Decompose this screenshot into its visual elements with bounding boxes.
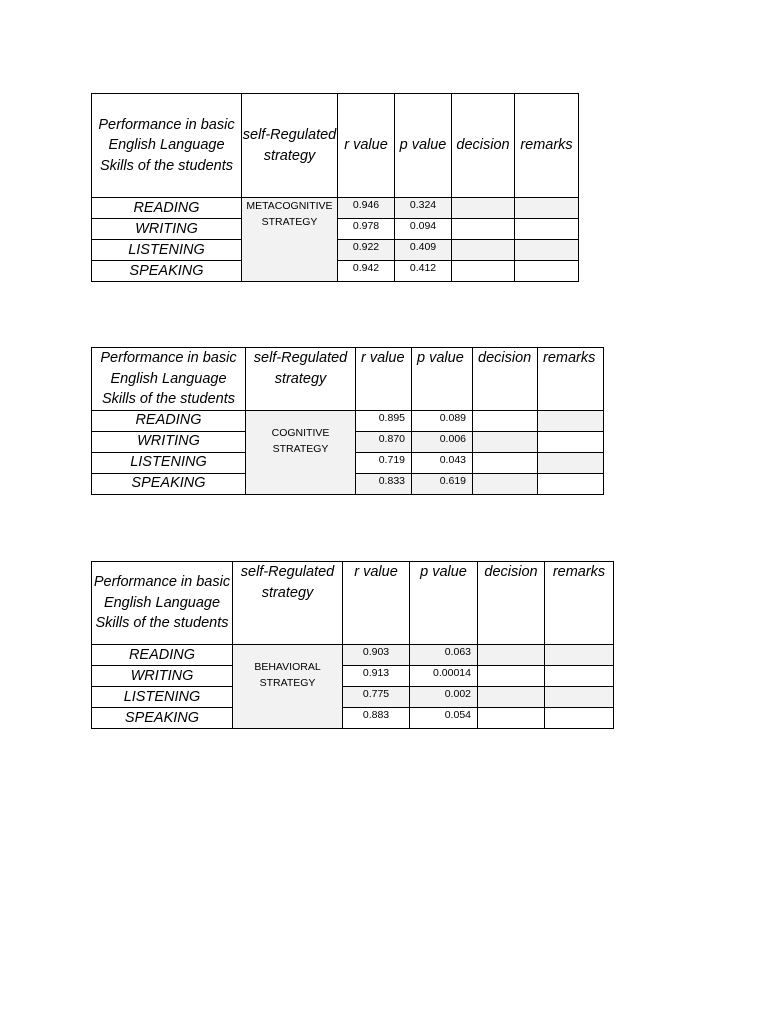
r-value-cell: 0.895 <box>356 410 412 431</box>
p-value-cell: 0.619 <box>412 473 473 494</box>
decision-cell <box>473 410 538 431</box>
r-value-cell: 0.913 <box>343 666 410 687</box>
header-strategy: self-Regulated strategy <box>246 348 356 411</box>
header-performance: Performance in basic English Language Skills of the students <box>92 562 233 645</box>
p-value-cell: 0.089 <box>412 410 473 431</box>
header-remarks: remarks <box>515 94 579 198</box>
remarks-cell <box>515 219 579 240</box>
p-value-cell: 0.006 <box>412 431 473 452</box>
decision-cell <box>452 219 515 240</box>
header-performance: Performance in basic English Language Skills of the students <box>92 348 246 411</box>
remarks-cell <box>538 473 604 494</box>
r-value-cell: 0.978 <box>338 219 395 240</box>
p-value-cell: 0.043 <box>412 452 473 473</box>
skill-cell: LISTENING <box>92 452 246 473</box>
remarks-cell <box>538 410 604 431</box>
skill-cell: READING <box>92 198 242 219</box>
p-value-cell: 0.094 <box>395 219 452 240</box>
remarks-cell <box>545 666 614 687</box>
p-value-cell: 0.063 <box>410 645 478 666</box>
r-value-cell: 0.833 <box>356 473 412 494</box>
decision-cell <box>478 666 545 687</box>
r-value-cell: 0.946 <box>338 198 395 219</box>
remarks-cell <box>538 452 604 473</box>
p-value-cell: 0.00014 <box>410 666 478 687</box>
strategy-cell: BEHAVIORAL STRATEGY <box>233 645 343 729</box>
strategy-cell: METACOGNITIVE STRATEGY <box>242 198 338 282</box>
skill-cell: SPEAKING <box>92 473 246 494</box>
header-strategy: self-Regulated strategy <box>233 562 343 645</box>
header-p-value: p value <box>410 562 478 645</box>
header-p-value: p value <box>395 94 452 198</box>
header-r-value: r value <box>338 94 395 198</box>
decision-cell <box>452 261 515 282</box>
header-p-value: p value <box>412 348 473 411</box>
skill-cell: READING <box>92 645 233 666</box>
skill-cell: WRITING <box>92 219 242 240</box>
skill-cell: SPEAKING <box>92 708 233 729</box>
decision-cell <box>473 431 538 452</box>
skill-cell: LISTENING <box>92 687 233 708</box>
p-value-cell: 0.324 <box>395 198 452 219</box>
strategy-cell: COGNITIVE STRATEGY <box>246 410 356 494</box>
remarks-cell <box>545 708 614 729</box>
decision-cell <box>478 645 545 666</box>
decision-cell <box>452 198 515 219</box>
header-strategy: self-Regulated strategy <box>242 94 338 198</box>
remarks-cell <box>545 645 614 666</box>
remarks-cell <box>515 198 579 219</box>
r-value-cell: 0.719 <box>356 452 412 473</box>
header-decision: decision <box>452 94 515 198</box>
correlation-table-metacognitive <box>91 93 579 282</box>
skill-cell: WRITING <box>92 666 233 687</box>
header-decision: decision <box>478 562 545 645</box>
r-value-cell: 0.883 <box>343 708 410 729</box>
decision-cell <box>473 452 538 473</box>
r-value-cell: 0.775 <box>343 687 410 708</box>
correlation-table-behavioral <box>91 561 614 729</box>
p-value-cell: 0.054 <box>410 708 478 729</box>
correlation-table-cognitive <box>91 347 604 495</box>
decision-cell <box>478 708 545 729</box>
r-value-cell: 0.870 <box>356 431 412 452</box>
decision-cell <box>452 240 515 261</box>
skill-cell: WRITING <box>92 431 246 452</box>
skill-cell: READING <box>92 410 246 431</box>
r-value-cell: 0.922 <box>338 240 395 261</box>
header-performance: Performance in basic English Language Skills of the students <box>92 94 242 198</box>
header-remarks: remarks <box>538 348 604 411</box>
header-remarks: remarks <box>545 562 614 645</box>
decision-cell <box>473 473 538 494</box>
header-r-value: r value <box>343 562 410 645</box>
remarks-cell <box>515 240 579 261</box>
header-decision: decision <box>473 348 538 411</box>
header-r-value: r value <box>356 348 412 411</box>
r-value-cell: 0.942 <box>338 261 395 282</box>
remarks-cell <box>545 687 614 708</box>
r-value-cell: 0.903 <box>343 645 410 666</box>
p-value-cell: 0.409 <box>395 240 452 261</box>
remarks-cell <box>538 431 604 452</box>
p-value-cell: 0.412 <box>395 261 452 282</box>
decision-cell <box>478 687 545 708</box>
skill-cell: SPEAKING <box>92 261 242 282</box>
remarks-cell <box>515 261 579 282</box>
skill-cell: LISTENING <box>92 240 242 261</box>
p-value-cell: 0.002 <box>410 687 478 708</box>
